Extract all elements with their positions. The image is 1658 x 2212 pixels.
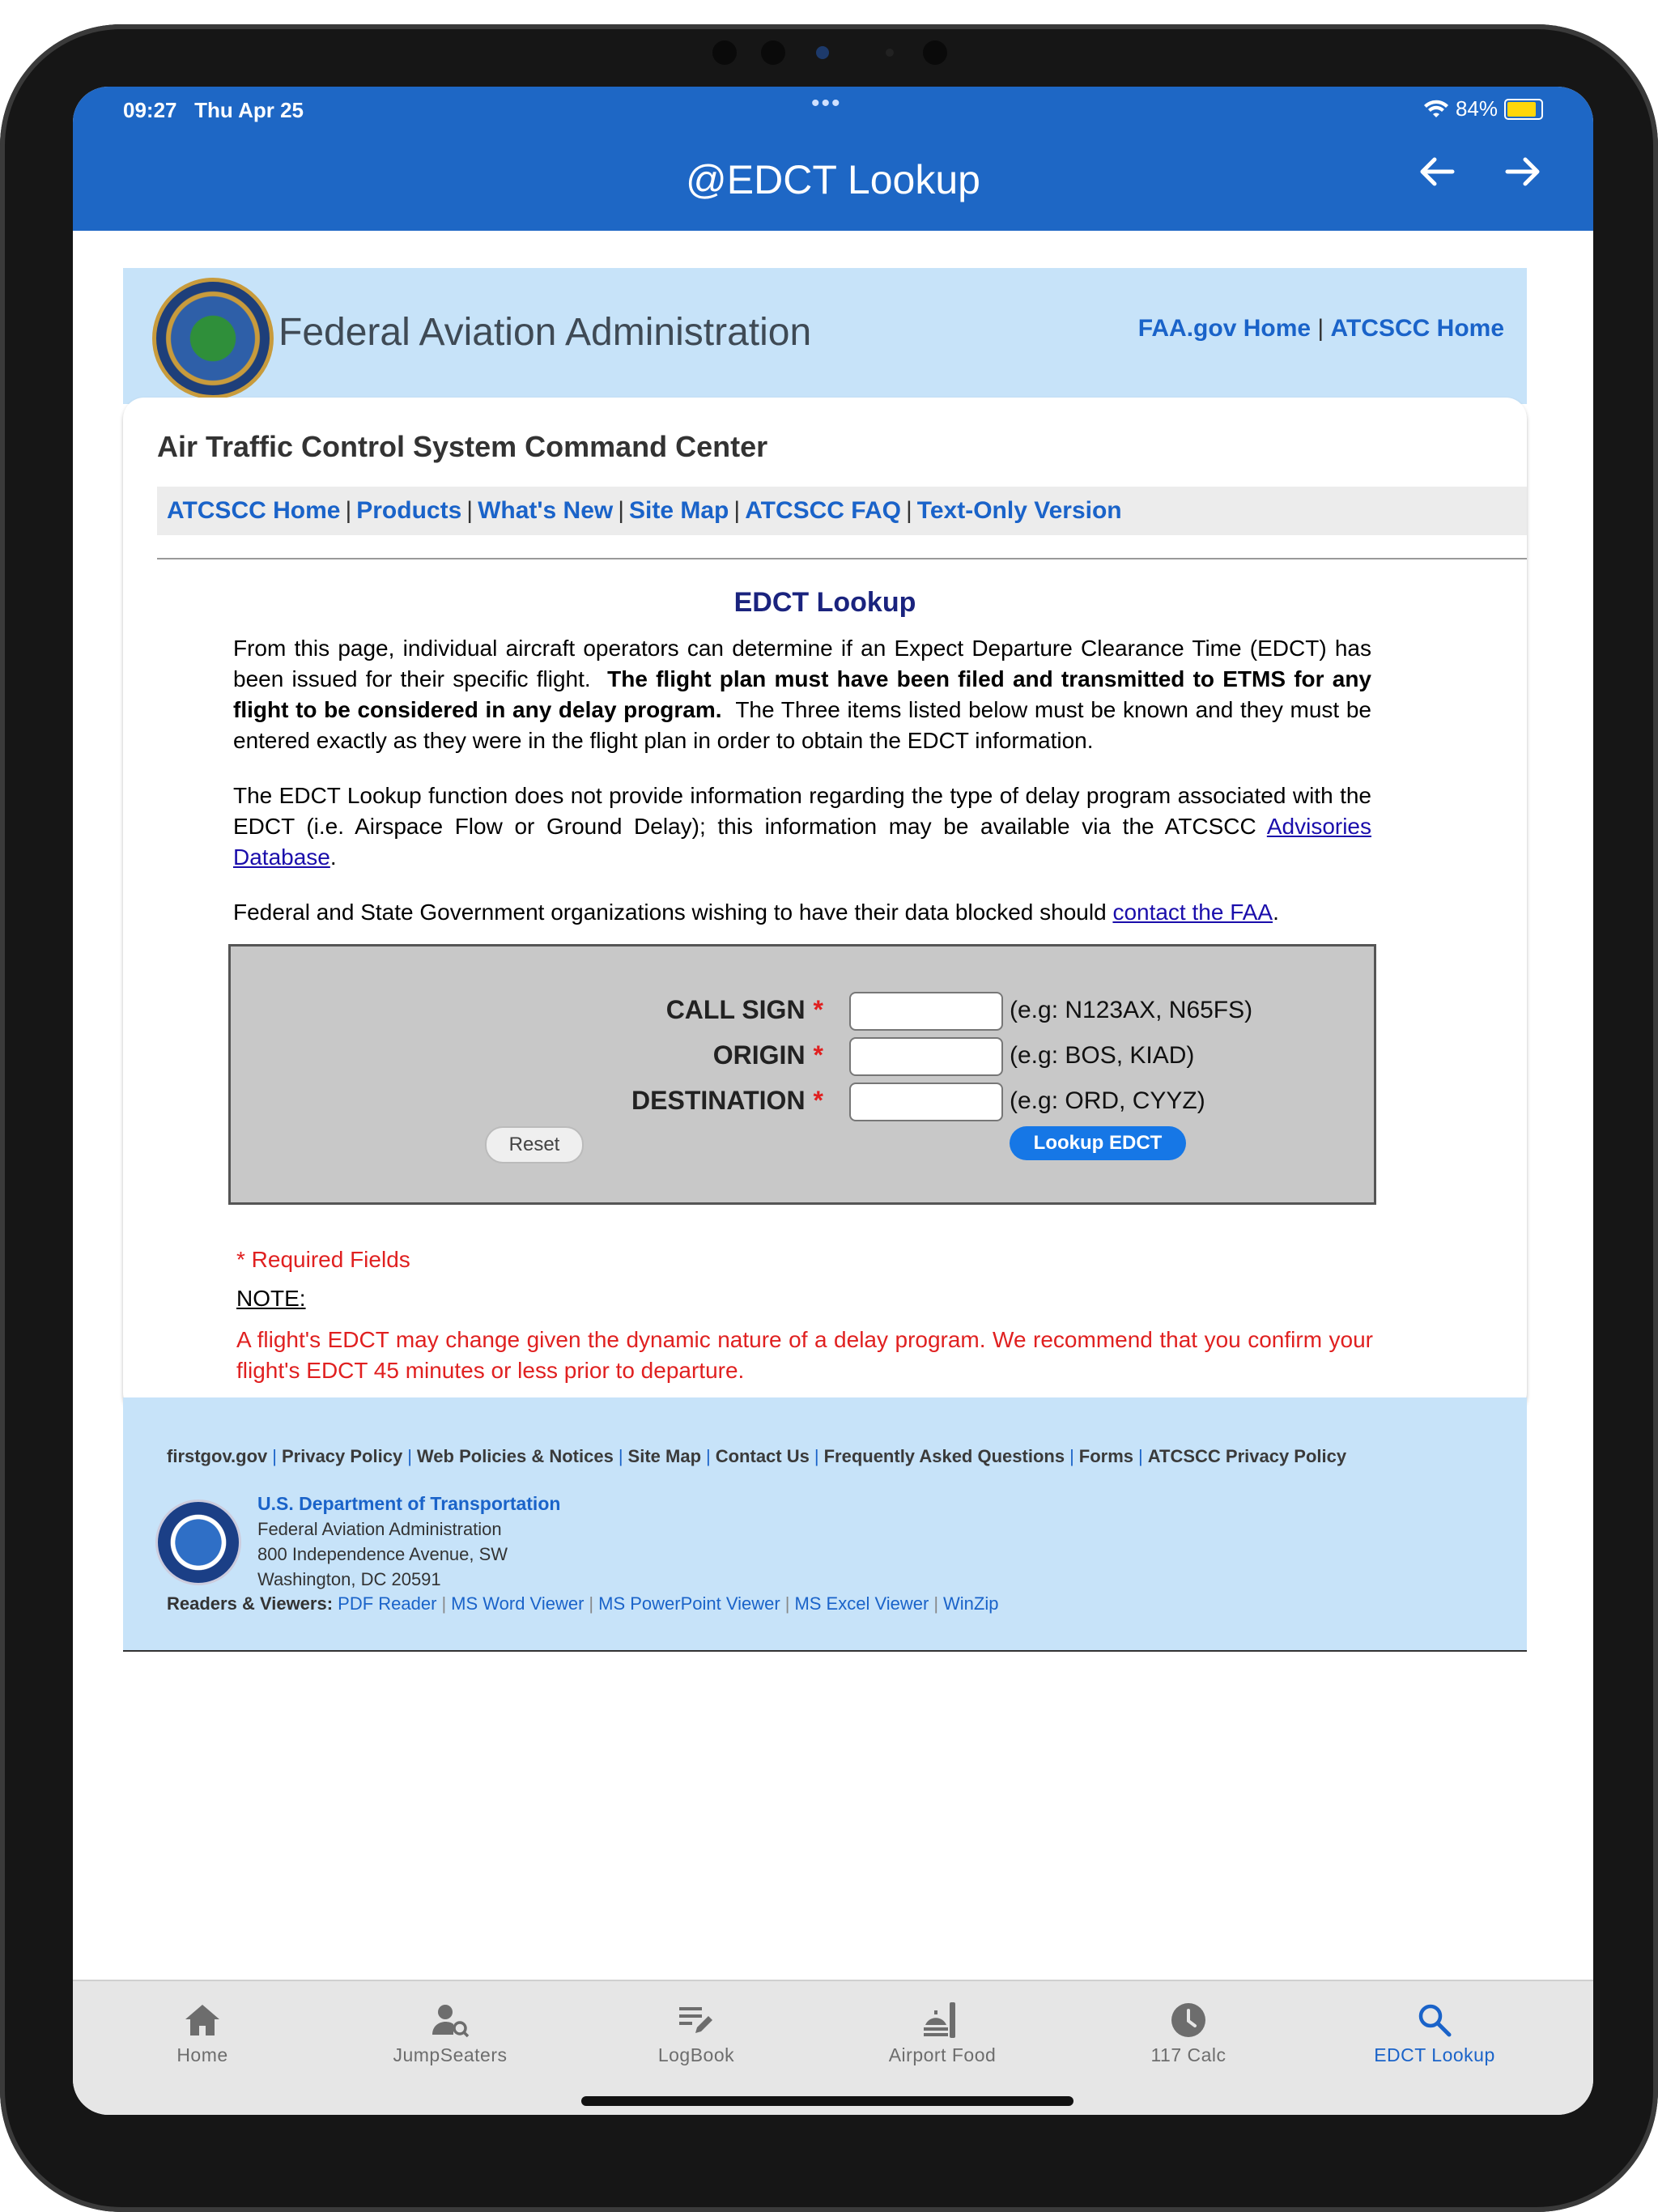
reset-button[interactable]: Reset [485, 1126, 584, 1163]
reader-link[interactable]: MS Word Viewer [451, 1593, 585, 1614]
lookup-edct-button[interactable]: Lookup EDCT [1010, 1126, 1186, 1160]
arrow-left-icon[interactable] [1417, 150, 1457, 202]
footer-link[interactable]: Privacy Policy [281, 1446, 403, 1466]
edit-list-icon [615, 1997, 777, 2043]
origin-row [231, 1037, 1374, 1078]
contact-faa-link[interactable]: contact the FAA [1112, 900, 1273, 925]
web-content [123, 268, 1527, 1652]
clock-icon [1107, 1997, 1269, 2043]
footer-link[interactable]: Frequently Asked Questions [823, 1446, 1065, 1466]
readers-viewers: Readers & Viewers: PDF Reader | MS Word Viewer | MS PowerPoint Viewer | MS Excel Viewer | WinZip [167, 1593, 999, 1614]
origin-input[interactable] [849, 1037, 1003, 1076]
status-time: 09:27 Thu Apr 25 [123, 98, 304, 122]
note-text: A flight's EDCT may change given the dynamic nature of a delay program. We recommend that you confirm your flight's EDCT 45 minutes or less prior to departure. [236, 1327, 1373, 1383]
faa-banner [123, 268, 1527, 404]
tab-jumpseaters[interactable]: JumpSeaters [369, 1997, 531, 2066]
footer-links: firstgov.gov | Privacy Policy | Web Policies & Notices | Site Map | Contact Us | Frequently Asked Questions | Forms | ATCSCC Privacy Policy [167, 1446, 1347, 1466]
note-heading: NOTE: [236, 1286, 306, 1311]
origin-hint: (e.g: BOS, KIAD) [1010, 1042, 1195, 1069]
camera-bar [696, 36, 955, 68]
status-right [1423, 96, 1543, 121]
call-sign-hint: (e.g: N123AX, N65FS) [1010, 997, 1253, 1023]
app-title: @EDCT Lookup [686, 157, 980, 202]
destination-hint: (e.g: ORD, CYYZ) [1010, 1087, 1205, 1114]
link-atcscc-home[interactable]: ATCSCC Home [1330, 315, 1504, 342]
faa-seal-logo [152, 278, 274, 399]
center-title: Air Traffic Control System Command Center [157, 430, 768, 463]
destination-row [231, 1083, 1374, 1123]
arrow-right-icon[interactable] [1503, 150, 1543, 202]
footer-link[interactable]: ATCSCC Privacy Policy [1147, 1446, 1347, 1466]
faa-org-name: Federal Aviation Administration [278, 311, 812, 354]
footer-link[interactable]: Forms [1078, 1446, 1134, 1466]
nav-site-map[interactable]: Site Map [629, 497, 729, 524]
blocking-paragraph: Federal and State Government organizations wishing to have their data blocked should contact the FAA. [233, 900, 1279, 925]
dot-address: U.S. Department of Transportation Federal Aviation Administration 800 Independence Avenue, SW Washington, DC 20591 [257, 1493, 561, 1589]
call-sign-row [231, 992, 1374, 1032]
tab-home[interactable]: Home [121, 1997, 283, 2066]
wifi-icon [1423, 100, 1449, 119]
reader-link[interactable]: MS Excel Viewer [794, 1593, 929, 1614]
screen [73, 87, 1593, 2115]
origin-label: ORIGIN * [712, 1040, 823, 1070]
nav-whats-new[interactable]: What's New [478, 497, 614, 524]
reader-link[interactable]: WinZip [943, 1593, 999, 1614]
destination-label: DESTINATION * [631, 1086, 823, 1115]
call-sign-label: CALL SIGN * [665, 995, 823, 1024]
nav-products[interactable]: Products [356, 497, 462, 524]
reader-link[interactable]: MS PowerPoint Viewer [598, 1593, 780, 1614]
destination-input[interactable] [849, 1083, 1003, 1121]
tab-edct-lookup[interactable]: EDCT Lookup [1354, 1997, 1516, 2066]
tab-logbook[interactable]: LogBook [615, 1997, 777, 2066]
divider [157, 558, 1527, 559]
home-indicator[interactable] [581, 2096, 1073, 2106]
food-tray-icon [861, 1997, 1023, 2043]
person-search-icon [369, 1997, 531, 2043]
required-fields-note: * Required Fields [236, 1247, 410, 1272]
battery-icon [1504, 99, 1543, 120]
footer-link[interactable]: firstgov.gov [167, 1446, 268, 1466]
battery-percent: 84% [1455, 96, 1498, 121]
footer-link[interactable]: Site Map [627, 1446, 702, 1466]
footer-link[interactable]: Contact Us [715, 1446, 810, 1466]
edct-form [228, 944, 1376, 1205]
tab-bar [73, 1980, 1593, 2115]
faa-header-links: FAA.gov Home | ATCSCC Home [1137, 315, 1504, 342]
reader-link[interactable]: PDF Reader [338, 1593, 437, 1614]
home-icon [121, 1997, 283, 2043]
tab-airport-food[interactable]: Airport Food [861, 1997, 1023, 2066]
intro-paragraph: From this page, individual aircraft operators can determine if an Expect Departure Clearance Time (EDCT) has been issued for their specific flight. The flight plan must have been filed and transmitted to ETMS for any flight to be considered in any delay program. The Three items listed below must be known and they must be entered exactly as they were in the flight plan in order to obtain the EDCT information. [233, 636, 1372, 753]
call-sign-input[interactable] [849, 992, 1003, 1031]
app-header [73, 87, 1593, 231]
nav-text-only[interactable]: Text-Only Version [916, 497, 1122, 524]
tab-117-calc[interactable]: 117 Calc [1107, 1997, 1269, 2066]
footer-link[interactable]: Web Policies & Notices [416, 1446, 614, 1466]
delay-info-paragraph: The EDCT Lookup function does not provide information regarding the type of delay program associated with the EDCT (i.e. Airspace Flow or Ground Delay); this information may be available via the ATCSCC Advisories Database. [233, 783, 1372, 870]
link-faa-home[interactable]: FAA.gov Home [1137, 315, 1312, 342]
multitask-dots[interactable]: ••• [811, 90, 842, 117]
search-icon [1354, 1997, 1516, 2043]
advisories-database-link[interactable]: Advisories Database [233, 814, 1372, 870]
dot-seal-logo [155, 1499, 241, 1585]
main-card [123, 398, 1527, 1414]
nav-atcscc-faq[interactable]: ATCSCC FAQ [745, 497, 901, 524]
dot-title-link[interactable]: U.S. Department of Transportation [257, 1493, 561, 1514]
page-heading: EDCT Lookup [733, 587, 916, 618]
footer [123, 1397, 1527, 1652]
nav-atcscc-home[interactable]: ATCSCC Home [167, 497, 341, 524]
top-nav: ATCSCC Home | Products | What's New | Site Map | ATCSCC FAQ | Text-Only Version [157, 487, 1527, 535]
